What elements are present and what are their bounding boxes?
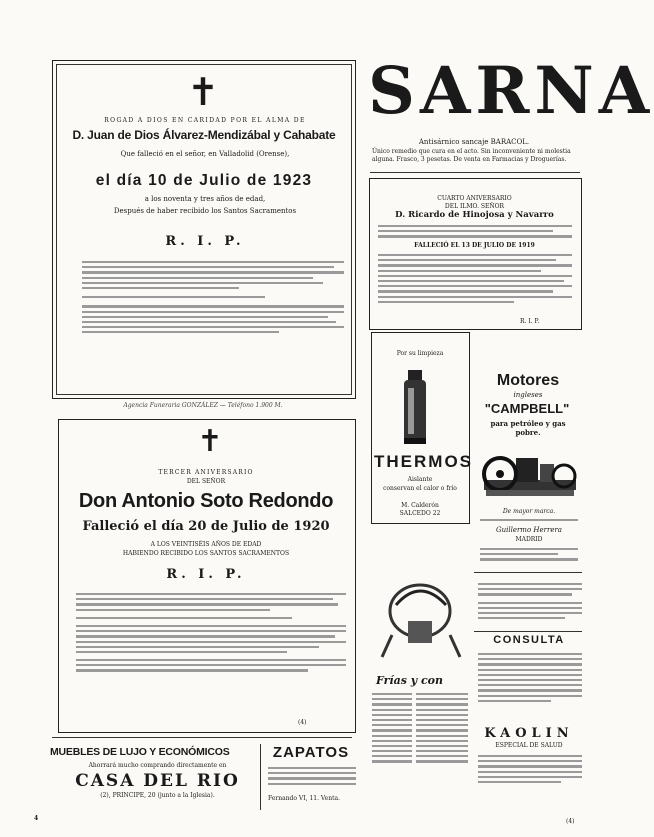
page-mark-right: (4) (566, 818, 575, 825)
obituary-3-text-b (378, 251, 572, 306)
muebles-address: (2), PRINCIPE, 20 (junto a la Iglesia). (100, 792, 215, 799)
obituary-2-footnote: (4) (298, 719, 307, 726)
thermos-line-3: M. Calderón (401, 502, 439, 509)
cross-icon: ✝ (197, 424, 223, 459)
obituary-2-age: A LOS VEINTISÉIS AÑOS DE EDAD (150, 541, 262, 548)
kaolin-label: KAOLIN (484, 726, 574, 741)
obituary-1-footer: Agencia Funeraria GONZÁLEZ — Teléfono 1.900 M. (123, 402, 283, 409)
zapatos-text (268, 764, 356, 788)
kaolin-subtitle: ESPECIAL DE SALUD (495, 742, 563, 749)
sarna-subtitle: Antisárnico sancaje BARACOL. (418, 138, 530, 146)
illustration-image (372, 565, 470, 665)
obituary-2-body-text (76, 590, 346, 675)
motores-subtitle: ingleses (513, 391, 543, 399)
obituary-3-text-a (378, 222, 572, 241)
obituary-1-pray-line: ROGAD A DIOS EN CARIDAD POR EL ALMA DE (104, 117, 306, 124)
zapatos-title: ZAPATOS (272, 744, 350, 761)
obituary-2-sacraments: HABIENDO RECIBIDO LOS SANTOS SACRAMENTOS (122, 550, 290, 557)
motores-brand: "CAMPBELL" (484, 401, 570, 416)
engine-image (476, 446, 582, 504)
obituary-3-name: D. Ricardo de Hinojosa y Navarro (395, 210, 554, 220)
consulta-text (478, 650, 582, 705)
obituary-1-rip: R. I. P. (165, 234, 245, 249)
frias-text-right (416, 690, 468, 766)
obituary-1-date: el día 10 de Julio de 1923 (95, 172, 313, 189)
obituary-2-name: Don Antonio Soto Redondo (78, 490, 334, 512)
frias-text-left (372, 690, 412, 766)
zapatos-address: Fernando VI, 11. Venta. (268, 795, 340, 802)
ads-divider (260, 744, 261, 810)
obituary-2-anniversary: TERCER ANIVERSARIO (158, 469, 254, 476)
sarna-title: SARNA (368, 53, 654, 129)
obituary-3-senor: DEL ILMO. SEÑOR (444, 203, 505, 210)
obituary-2-rip: R. I. P. (166, 567, 246, 582)
motores-caption: De mayor marca. (502, 508, 556, 515)
page-mark-left: 4 (34, 815, 39, 822)
motores-footer-lines (480, 545, 578, 564)
obituary-3-date: FALLECIÓ EL 13 DE JULIO DE 1919 (414, 242, 535, 249)
obituary-1-age: a los noventa y tres años de edad, (144, 195, 266, 203)
right-column-text-a (478, 580, 582, 622)
motores-text-lines (480, 516, 578, 524)
obituary-1-died-line: Que falleció en el señor, en Valladolid (Orense), (120, 150, 290, 158)
obituary-1-sacraments: Después de haber recibido los Santos Sacramentos (113, 207, 297, 215)
muebles-title: MUEBLES DE LUJO Y ECONÓMICOS (50, 746, 230, 758)
obituary-2-date: Falleció el día 20 de Julio de 1920 (82, 519, 330, 534)
thermos-line-4: SALCEDO 22 (399, 510, 441, 517)
thermos-bottle-image (395, 368, 435, 448)
obituary-3-anniversary: CUARTO ANIVERSARIO (437, 195, 512, 202)
frias-label: Frías y con (376, 674, 443, 687)
obituary-3-rip: R. I. P. (520, 318, 540, 325)
motores-title: Motores (496, 372, 560, 389)
muebles-subtitle: Ahorrará mucho comprando directamente en (88, 762, 227, 769)
kaolin-text (478, 752, 582, 786)
cross-icon: ✝ (187, 70, 219, 114)
obituary-1-body-text (82, 258, 344, 336)
thermos-brand: THERMOS (374, 452, 473, 471)
thermos-top-text: Por su limpieza (396, 350, 444, 357)
thermos-line-2: conservan el calor o frío (383, 485, 457, 492)
consulta-label: CONSULTA (493, 634, 565, 646)
sarna-text: Único remedio que cura en el acto. Sin inconveniente ni molestia alguna. Frasco, 3 pesetas. De venta en Farmacias y Droguerías. (372, 148, 571, 163)
motores-dealer: Guillermo Herrera (496, 526, 562, 534)
thermos-line-1: Aislante (407, 476, 433, 483)
motores-text: para petróleo y gas pobre. (490, 419, 566, 437)
motores-city: MADRID (515, 536, 543, 543)
obituary-1-name: D. Juan de Dios Álvarez-Mendizábal y Cahabate (72, 128, 336, 142)
obituary-2-senor: DEL SEÑOR (186, 478, 226, 485)
muebles-brand: CASA DEL RIO (75, 771, 240, 791)
